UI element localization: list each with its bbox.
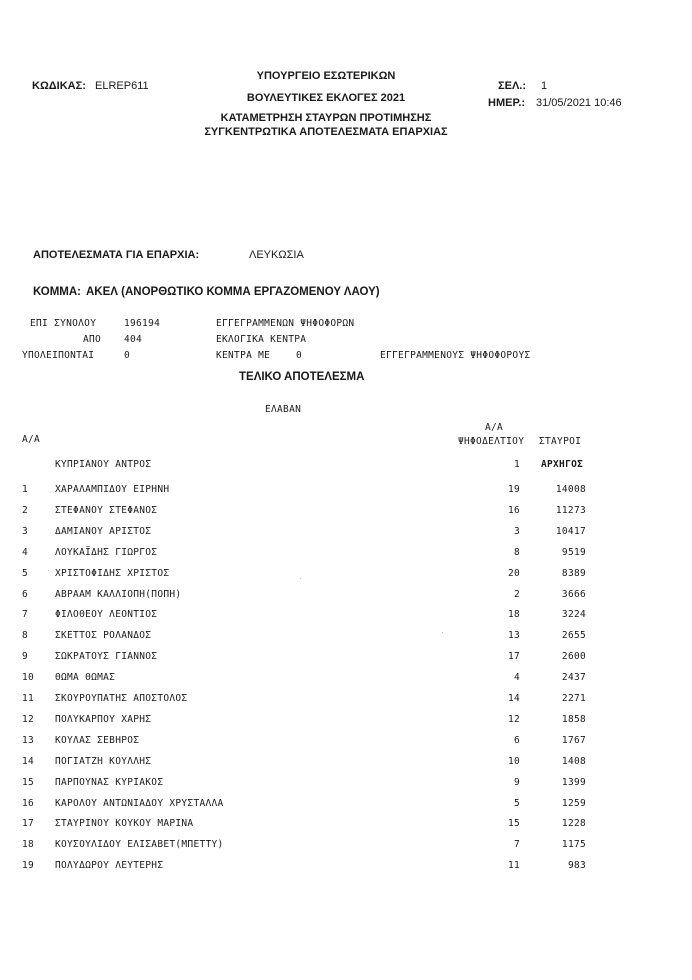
ministry-title: ΥΠΟΥΡΓΕΙΟ ΕΣΩΤΕΡΙΚΩΝ [256,70,396,82]
vote-count: 1408 [561,755,586,767]
table-row [0,547,692,567]
table-row [0,860,692,880]
row-index: 4 [22,546,29,558]
table-row [0,735,692,755]
ballot-number: 10 [507,755,520,767]
row-index: 2 [22,504,29,516]
table-row [0,484,692,504]
vote-count: 1858 [561,713,586,725]
col-index-header: Α/Α [22,434,41,445]
vote-count: 983 [567,860,586,872]
vote-count: 14008 [555,484,586,495]
candidate-name: ΠΑΡΠΟΥΝΑΣ ΚΥΡΙΑΚΟΣ [55,776,164,788]
leader-badge: ΑΡΧΗΓΟΣ [541,459,584,470]
candidate-name: ΑΒΡΑΑΜ ΚΑΛΛΙΟΠΗ(ΠΟΠΗ) [55,588,182,600]
ballot-number: 11 [507,860,520,872]
row-index: 12 [22,713,35,725]
ballot-number: 14 [507,693,520,704]
total-desc: ΕΓΓΕΓΡΑΜΜΕΝΩΝ ΨΗΦΟΦΟΡΩΝ [216,318,355,329]
col-ballot-header-top: Α/Α [485,422,504,433]
table-row [0,777,692,797]
vote-count: 11273 [555,504,586,516]
col-ballot-header: ΨΗΦΟΔΕΛΤΙΟΥ [458,436,525,447]
candidate-name: ΚΑΡΟΛΟΥ ΑΝΤΩΝΙΑΔΟΥ ΧΡΥΣΤΑΛΛΑ [55,797,224,809]
vote-count: 1399 [561,776,586,788]
ballot-number: 16 [507,504,520,516]
ballot-number: 3 [513,525,520,537]
page-label: ΣΕΛ.: [498,80,526,92]
report-title-line1: ΚΑΤΑΜΕΤΡΗΣΗ ΣΤΑΥΡΩΝ ΠΡΟΤΙΜΗΣΗΣ [220,112,432,124]
vote-count: 8389 [561,567,586,579]
vote-count: 2655 [561,630,586,642]
row-index: 14 [22,755,35,767]
table-row [0,505,692,525]
row-index: 15 [22,776,35,788]
vote-count: 2600 [561,651,586,663]
ballot-number: 5 [513,797,520,809]
candidate-name: ΠΟΛΥΚΑΡΠΟΥ ΧΑΡΗΣ [55,713,152,725]
party-label: ΚΟΜΜΑ: [33,286,82,298]
remaining-suffix: ΕΓΓΕΓΡΑΜΜΕΝΟΥΣ ΨΗΦΟΦΟΡΟΥΣ [380,350,531,361]
vote-count: 1259 [561,797,586,809]
ballot-number: 8 [513,546,520,558]
remaining-count: 0 [296,350,303,361]
remaining-label: ΥΠΟΛΕΙΠΟΝΤΑΙ [22,350,95,361]
candidate-name: ΛΟΥΚΑΪΔΗΣ ΓΙΩΡΓΟΣ [55,546,158,558]
row-index: 16 [22,797,35,809]
table-row [0,839,692,859]
candidate-name: ΣΤΕΦΑΝΟΥ ΣΤΕΦΑΝΟΣ [55,504,158,516]
row-index: 6 [22,588,29,600]
ballot-number: 19 [507,484,520,495]
result-title: ΤΕΛΙΚΟ ΑΠΟΤΕΛΕΣΜΑ [239,371,365,383]
table-row [0,568,692,588]
vote-count: 2271 [561,693,586,704]
ballot-number: 9 [513,776,520,788]
ballot-number: 7 [513,839,520,851]
leader-name: ΚΥΠΡΙΑΝΟΥ ΑΝΤΡΟΣ [55,459,152,470]
ballot-number: 12 [507,713,520,725]
candidate-name: ΣΩΚΡΑΤΟΥΣ ΓΙΑΝΝΟΣ [55,651,158,663]
ballot-number: 13 [507,630,520,642]
row-index: 13 [22,734,35,746]
vote-count: 2437 [561,672,586,684]
row-index: 17 [22,818,35,830]
district-label: ΑΠΟΤΕΛΕΣΜΑΤΑ ΓΙΑ ΕΠΑΡΧΙΑ: [33,249,200,261]
vote-count: 1175 [561,839,586,851]
row-index: 5 [22,567,29,579]
ballot-number: 20 [507,567,520,579]
vote-count: 1228 [561,818,586,830]
code-value: ELREP611 [95,80,149,92]
candidate-name: ΚΟΥΣΟΥΛΙΔΟΥ ΕΛΙΣΑΒΕΤ(ΜΠΕΤΤΥ) [55,839,224,851]
row-index: 7 [22,609,29,621]
leader-row [0,459,692,479]
ballot-number: 2 [513,588,520,600]
total-value: 196194 [124,318,161,329]
table-row [0,798,692,818]
row-index: 8 [22,630,29,642]
row-index: 9 [22,651,29,663]
vote-count: 1767 [561,734,586,746]
ballot-number: 4 [513,672,520,684]
ballot-number: 15 [507,818,520,830]
candidate-name: ΣΤΑΥΡΙΝΟΥ ΚΟΥΚΟΥ ΜΑΡΙΝΑ [55,818,194,830]
row-index: 19 [22,860,35,872]
from-value: 404 [124,334,143,345]
ballot-number: 18 [507,609,520,621]
party-value: ΑΚΕΛ (ΑΝΟΡΘΩΤΙΚΟ ΚΟΜΜΑ ΕΡΓΑΖΟΜΕΝΟΥ ΛΑΟΥ) [86,286,380,298]
report-title-line2: ΣΥΓΚΕΝΤΡΩΤΙΚΑ ΑΠΟΤΕΛΕΣΜΑΤΑ ΕΠΑΡΧΙΑΣ [204,126,448,138]
candidate-name: ΦΙΛΟΘΕΟΥ ΛΕΟΝΤΙΟΣ [55,609,158,621]
date-label: ΗΜΕΡ.: [488,97,526,109]
received-heading: ΕΛΑΒΑΝ [265,404,302,415]
total-label: ΕΠΙ ΣΥΝΟΛΟΥ [30,318,97,329]
candidate-name: ΧΑΡΑΛΑΜΠΙΔΟΥ ΕΙΡΗΝΗ [55,484,170,495]
vote-count: 3666 [561,588,586,600]
code-label: ΚΩΔΙΚΑΣ: [32,80,86,92]
candidate-name: ΣΚΕΤΤΟΣ ΡΟΛΑΝΔΟΣ [55,630,152,642]
district-value: ΛΕΥΚΩΣΙΑ [249,249,304,261]
row-index: 18 [22,839,35,851]
candidate-name: ΘΩΜΑ ΘΩΜΑΣ [55,672,116,684]
election-title: ΒΟΥΛΕΥΤΙΚΕΣ ΕΚΛΟΓΕΣ 2021 [246,92,406,104]
table-row [0,589,692,609]
table-row [0,756,692,776]
candidate-name: ΧΡΙΣΤΟΦΙΔΗΣ ΧΡΙΣΤΟΣ [55,567,170,579]
table-row [0,818,692,838]
table-row [0,651,692,671]
row-index: 1 [22,484,29,495]
candidate-name: ΠΟΛΥΔΩΡΟΥ ΛΕΥΤΕΡΗΣ [55,860,164,872]
table-row [0,526,692,546]
table-row [0,693,692,713]
vote-count: 10417 [555,525,586,537]
remaining-value: 0 [124,350,131,361]
row-index: 10 [22,672,35,684]
ballot-number: 6 [513,734,520,746]
row-index: 3 [22,525,29,537]
table-row [0,630,692,650]
vote-count: 3224 [561,609,586,621]
table-row [0,672,692,692]
candidate-name: ΔΑΜΙΑΝΟΥ ΑΡΙΣΤΟΣ [55,525,152,537]
vote-count: 9519 [561,546,586,558]
from-label: ΑΠΟ [83,334,102,345]
table-row [0,714,692,734]
page-number: 1 [541,80,548,92]
candidate-name: ΣΚΟΥΡΟΥΠΑΤΗΣ ΑΠΟΣΤΟΛΟΣ [55,693,188,704]
candidate-name: ΠΟΓΙΑΤΖΗ ΚΟΥΛΛΗΣ [55,755,152,767]
row-index: 11 [22,693,35,704]
col-votes-header: ΣΤΑΥΡΟΙ [539,436,582,447]
leader-ballot: 1 [513,459,520,470]
remaining-desc: ΚΕΝΤΡΑ ΜΕ [216,350,271,361]
from-desc: ΕΚΛΟΓΙΚΑ ΚΕΝΤΡΑ [216,334,307,345]
table-row [0,609,692,629]
date-value: 31/05/2021 10:46 [536,97,622,109]
ballot-number: 17 [507,651,520,663]
candidate-name: ΚΟΥΛΑΣ ΣΕΒΗΡΟΣ [55,734,140,746]
